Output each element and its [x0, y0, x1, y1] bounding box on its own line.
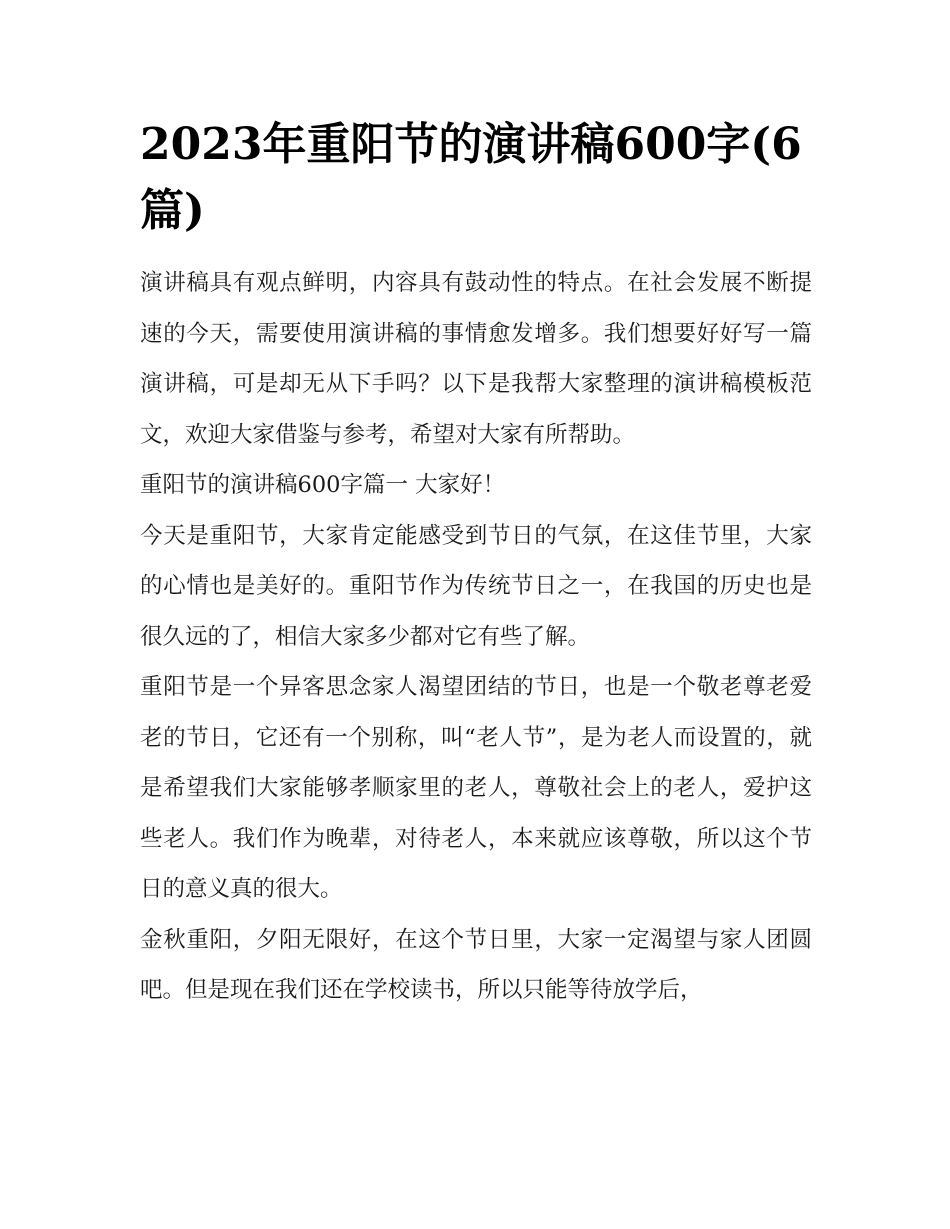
- paragraph-section-heading: 重阳节的演讲稿600字篇一 大家好！: [140, 472, 506, 498]
- document-title: 2023年重阳节的演讲稿600字(6篇): [140, 119, 802, 236]
- paragraph-intro: 演讲稿具有观点鲜明，内容具有鼓动性的特点。在社会发展不断提速的今天，需要使用演讲稿的事情愈发增多。我们想要好好写一篇演讲稿，可是却无从下手吗？以下是我帮大家整理的演讲稿模板范文，欢迎大家借鉴与参考，希望对大家有所帮助。: [140, 270, 812, 448]
- paragraph-festival-atmosphere: 今天是重阳节，大家肯定能感受到节日的气氛，在这佳节里，大家的心情也是美好的。重阳节作为传统节日之一，在我国的历史也是很久远的了，相信大家多少都对它有些了解。: [140, 522, 812, 650]
- paragraph-golden-autumn: 金秋重阳，夕阳无限好，在这个节日里，大家一定渴望与家人团圆吧。但是现在我们还在学校读书，所以只能等待放学后，: [140, 926, 812, 1003]
- document-body: [140, 112, 812, 1016]
- paragraph-respect-elders: 重阳节是一个异客思念家人渴望团结的节日，也是一个敬老尊老爱老的节日，它还有一个别称，叫“老人节”，是为老人而设置的，就是希望我们大家能够孝顺家里的老人，尊敬社会上的老人，爱护这些老人。我们作为晚辈，对待老人，本来就应该尊敬，所以这个节日的意义真的很大。: [140, 674, 812, 902]
